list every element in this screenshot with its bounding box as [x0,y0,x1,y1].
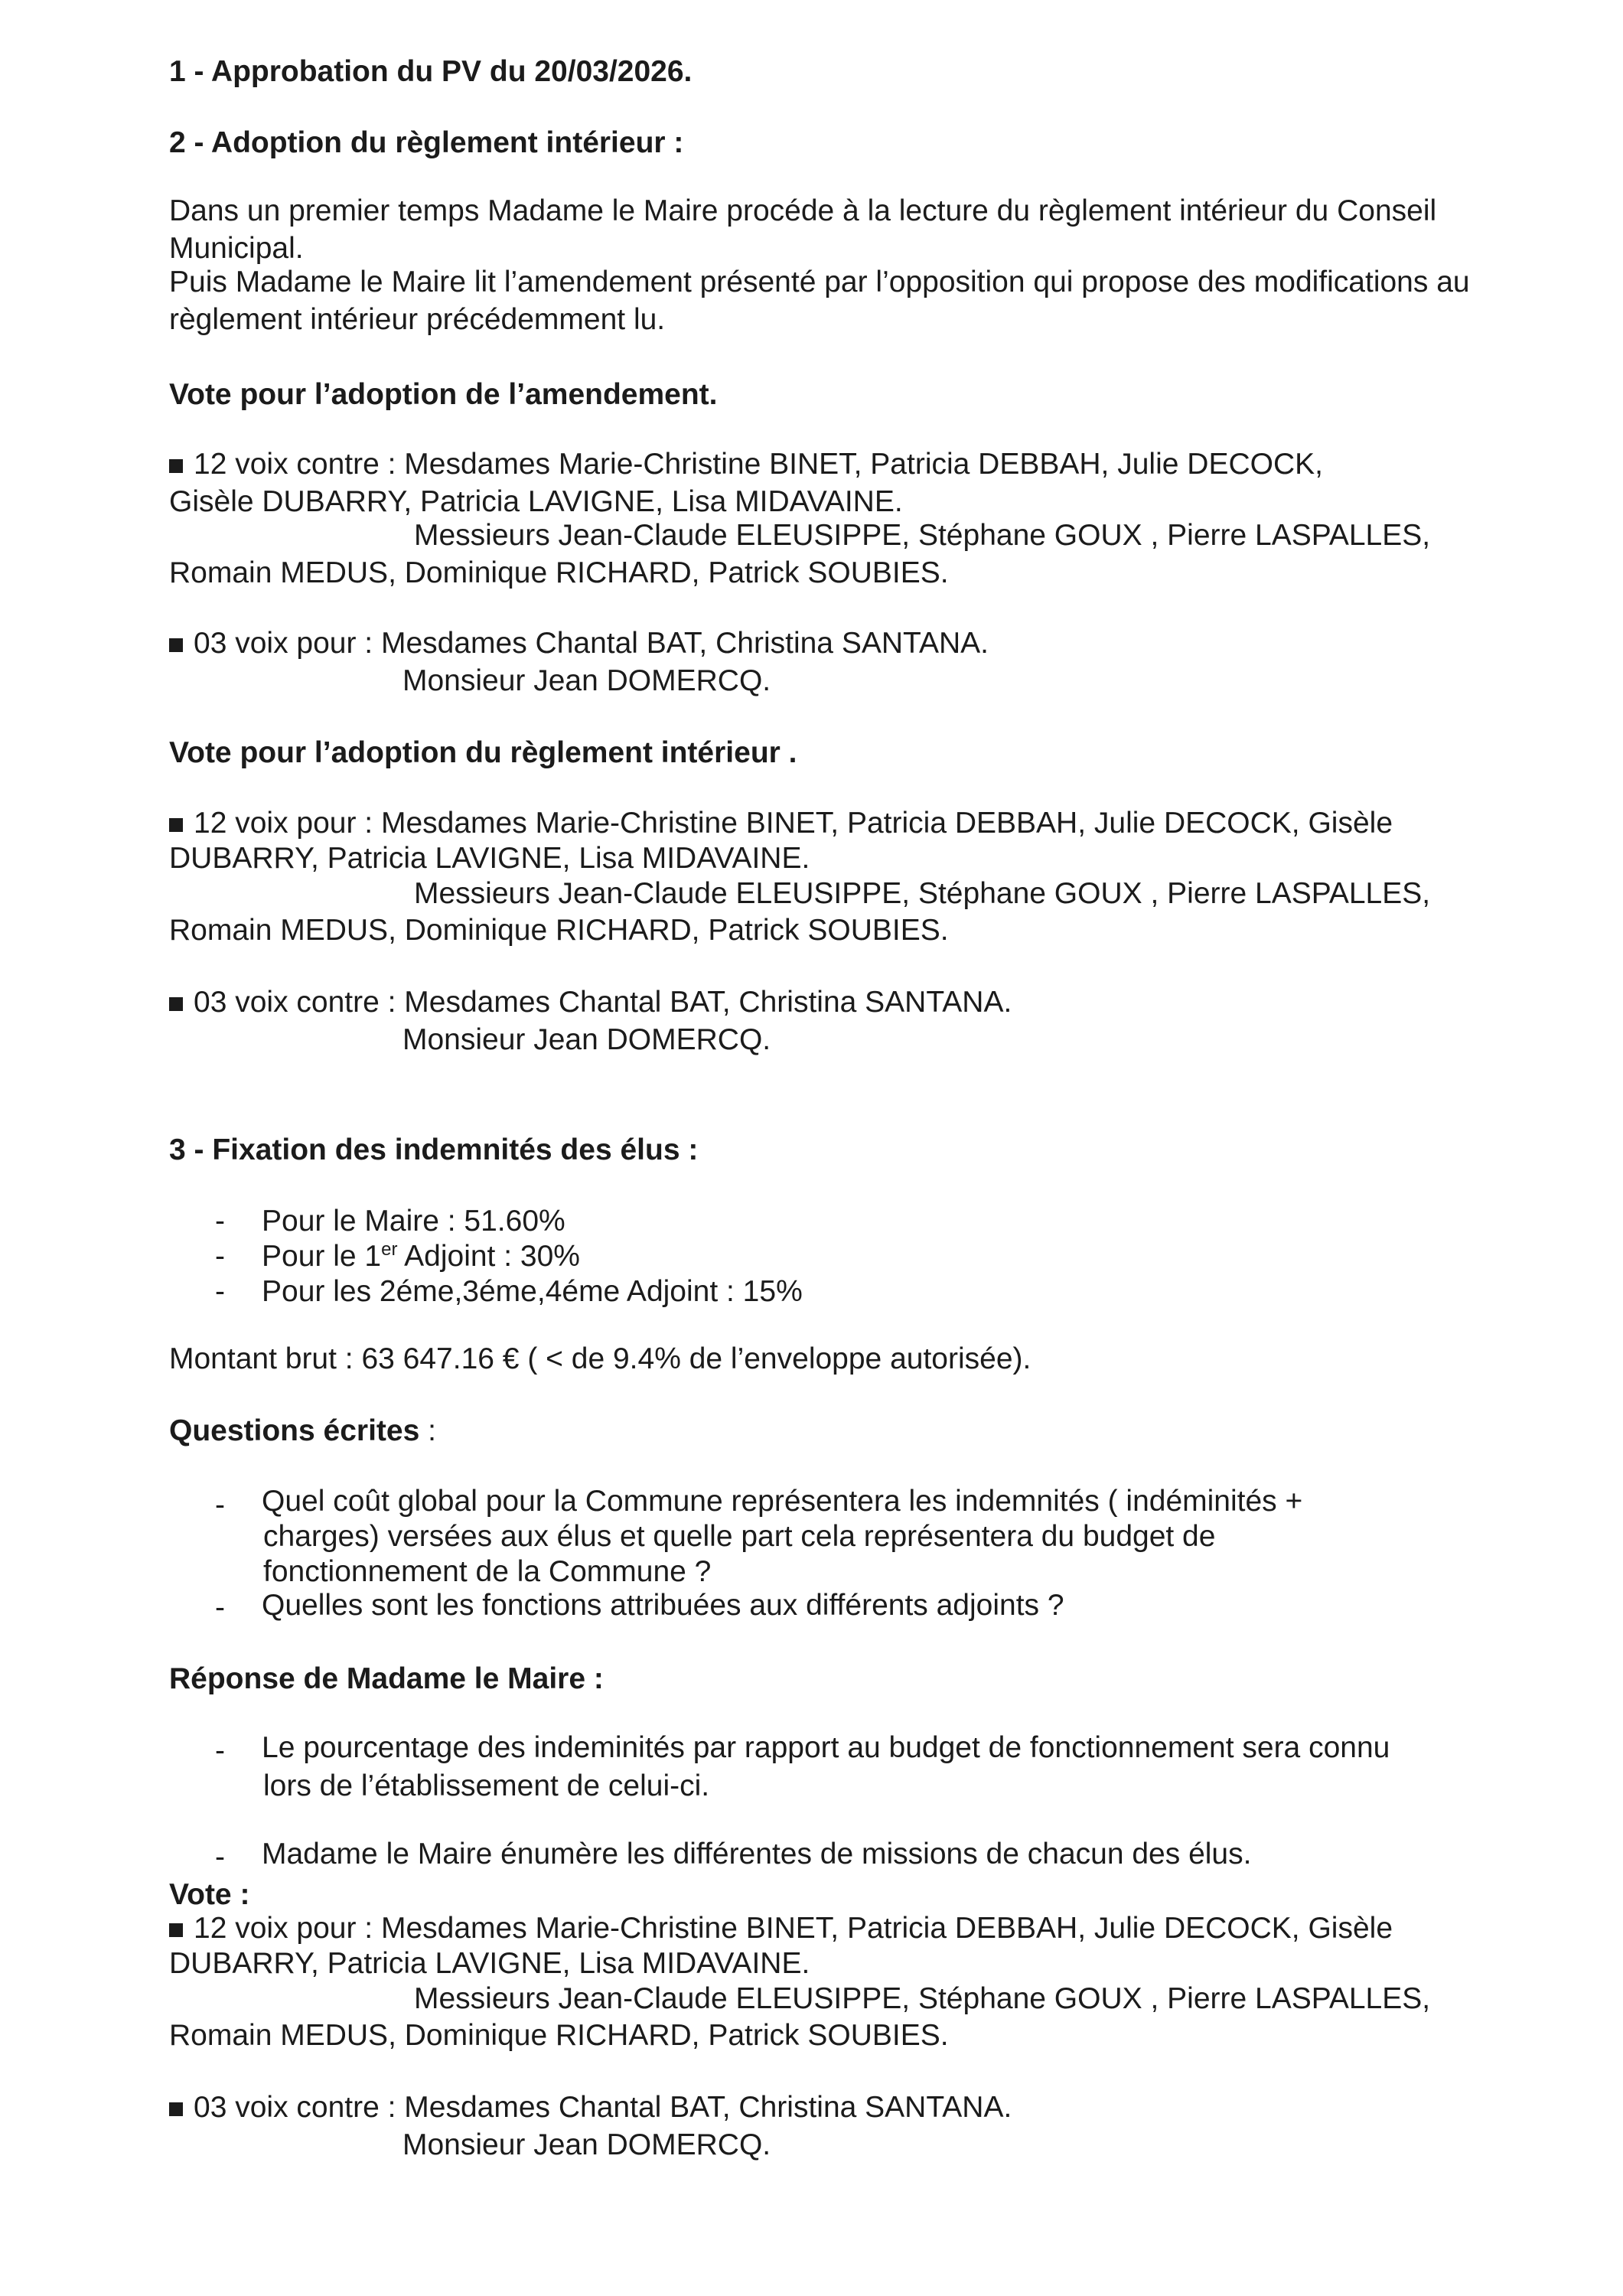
vote-pour-line: Romain MEDUS, Dominique RICHARD, Patrick SOUBIES. [169,2019,949,2052]
item2-title: 2 - Adoption du règlement intérieur : [169,126,684,159]
rate-autres-adjoints: Pour les 2éme,3éme,4éme Adjoint : 15% [262,1275,803,1308]
list-dash: - [215,1734,225,1767]
question-1-line: fonctionnement de la Commune ? [263,1555,712,1588]
bullet-square-icon [169,818,183,832]
bullet-square-icon [169,638,183,652]
item2-para-line: règlement intérieur précédemment lu. [169,303,666,336]
bullet-square-icon [169,997,183,1011]
reponse-1-line: Le pourcentage des indeminités par rapport au budget de fonctionnement sera connu [262,1731,1390,1764]
vote-contre: 03 voix contre : Mesdames Chantal BAT, Christina SANTANA. [169,2089,1012,2126]
list-dash: - [215,1591,225,1624]
vote-reglement-pour: 12 voix pour : Mesdames Marie-Christine BINET, Patricia DEBBAH, Julie DECOCK, Gisèle [169,805,1393,842]
vote-amendement-pour-line: Monsieur Jean DOMERCQ. [402,664,771,697]
vote-amendement-contre-line: Romain MEDUS, Dominique RICHARD, Patrick SOUBIES. [169,556,949,589]
vote-contre-line: Monsieur Jean DOMERCQ. [402,2128,771,2161]
vote-pour: 12 voix pour : Mesdames Marie-Christine BINET, Patricia DEBBAH, Julie DECOCK, Gisèle [169,1910,1393,1947]
vote-amendement-title: Vote pour l’adoption de l’amendement. [169,378,718,411]
list-dash: - [215,1841,225,1874]
vote-amendement-pour: 03 voix pour : Mesdames Chantal BAT, Christina SANTANA. [169,625,989,662]
vote-reglement-contre: 03 voix contre : Mesdames Chantal BAT, Christina SANTANA. [169,984,1012,1021]
vote-reglement-pour-line: Romain MEDUS, Dominique RICHARD, Patrick SOUBIES. [169,914,949,947]
question-1-line: charges) versées aux élus et quelle part cela représentera du budget de [263,1520,1216,1553]
item2-para-line: Dans un premier temps Madame le Maire procéde à la lecture du règlement intérieur du Conseil [169,194,1437,227]
list-dash: - [215,1489,225,1521]
montant-brut: Montant brut : 63 647.16 € ( < de 9.4% de l’enveloppe autorisée). [169,1342,1031,1375]
question-2: Quelles sont les fonctions attribuées aux différents adjoints ? [262,1589,1064,1622]
reponse-title: Réponse de Madame le Maire : [169,1662,604,1695]
vote-reglement-pour-line: DUBARRY, Patricia LAVIGNE, Lisa MIDAVAINE. [169,842,810,875]
vote-pour-line: DUBARRY, Patricia LAVIGNE, Lisa MIDAVAINE. [169,1947,810,1980]
list-dash: - [215,1275,225,1308]
list-dash: - [215,1240,225,1273]
item2-para-line: Municipal. [169,232,304,265]
item2-para-line: Puis Madame le Maire lit l’amendement présenté par l’opposition qui propose des modifications au [169,266,1470,298]
list-dash: - [215,1205,225,1238]
question-1-line: Quel coût global pour la Commune représentera les indemnités ( indéminités + [262,1485,1303,1518]
vote-reglement-contre-line: Monsieur Jean DOMERCQ. [402,1023,771,1056]
vote-amendement-contre-line: Messieurs Jean-Claude ELEUSIPPE, Stéphane GOUX , Pierre LASPALLES, [414,519,1431,552]
rate-maire: Pour le Maire : 51.60% [262,1205,565,1238]
vote-amendement-contre: 12 voix contre : Mesdames Marie-Christine BINET, Patricia DEBBAH, Julie DECOCK, [169,446,1323,483]
bullet-square-icon [169,1923,183,1937]
vote-amendement-contre-line: Gisèle DUBARRY, Patricia LAVIGNE, Lisa MIDAVAINE. [169,485,903,518]
questions-title: Questions écrites : [169,1414,436,1447]
vote-title: Vote : [169,1878,250,1911]
vote-reglement-pour-line: Messieurs Jean-Claude ELEUSIPPE, Stéphane GOUX , Pierre LASPALLES, [414,877,1431,910]
reponse-1-line: lors de l’établissement de celui-ci. [263,1769,710,1802]
bullet-square-icon [169,459,183,473]
item3-title: 3 - Fixation des indemnités des élus : [169,1133,699,1166]
vote-pour-line: Messieurs Jean-Claude ELEUSIPPE, Stéphane GOUX , Pierre LASPALLES, [414,1982,1431,2015]
item1-title: 1 - Approbation du PV du 20/03/2026. [169,55,693,88]
bullet-square-icon [169,2102,183,2116]
rate-adjoint1: Pour le 1er Adjoint : 30% [262,1239,580,1273]
reponse-2: Madame le Maire énumère les différentes de missions de chacun des élus. [262,1838,1252,1870]
vote-reglement-title: Vote pour l’adoption du règlement intérieur . [169,736,797,769]
